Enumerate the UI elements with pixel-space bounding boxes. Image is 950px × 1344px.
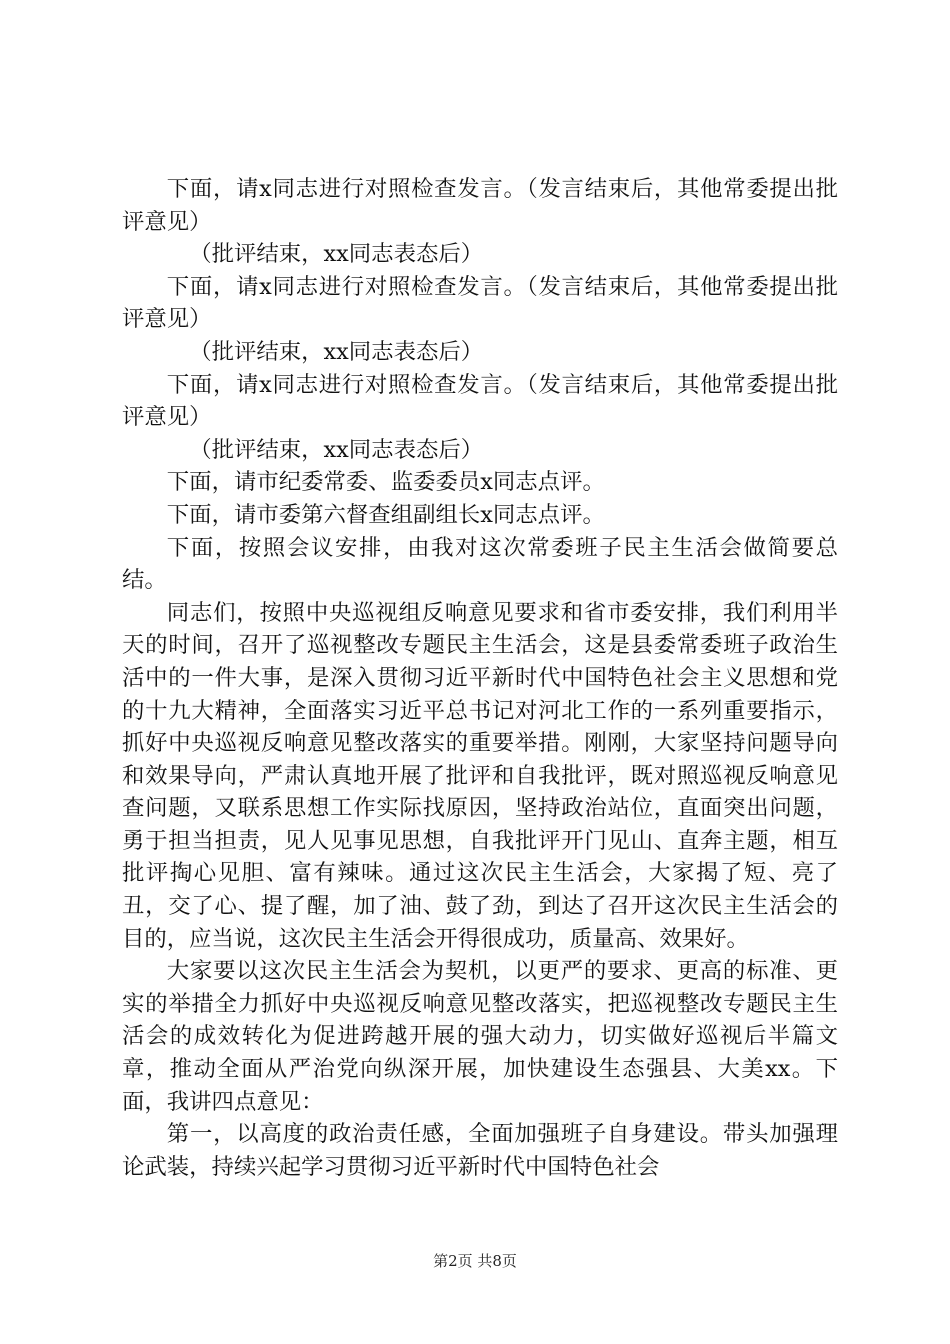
paragraph: 下面，请市纪委常委、监委委员x同志点评。 <box>166 469 605 496</box>
paragraph: 大家要以这次民主生活会为契机，以更严的要求、更高的标准、更实的举措全力抓好中央巡视反响意见整改落实，把巡视整改专题民主生活会的成效转化为促进跨越开展的强大动力，切实做好巡视后半篇文章，推动全面从严治党向纵深开展，加快建设生态强县、大美xx。下面，我讲四点意见： <box>122 958 838 1115</box>
paragraph: 下面，请x同志进行对照检查发言。（发言结束后，其他常委提出批评意见） <box>122 176 838 235</box>
paragraph: （批评结束，xx同志表态后） <box>189 338 484 365</box>
document-body <box>122 173 838 1183</box>
paragraph: 下面，请x同志进行对照检查发言。（发言结束后，其他常委提出批评意见） <box>122 273 838 333</box>
paragraph: （批评结束，xx同志表态后） <box>189 241 484 268</box>
paragraph: 下面，请市委第六督查组副组长x同志点评。 <box>166 501 605 528</box>
paragraph: 下面，请x同志进行对照检查发言。（发言结束后，其他常委提出批评意见） <box>122 371 838 431</box>
page-number-footer: 第2页 共8页 <box>433 1252 517 1270</box>
paragraph: 同志们，按照中央巡视组反响意见要求和省市委安排，我们利用半天的时间，召开了巡视整改专题民主生活会，这是县委常委班子政治生活中的一件大事，是深入贯彻习近平新时代中国特色社会主义思想和党的十九大精神，全面落实习近平总书记对河北工作的一系列重要指示，抓好中央巡视反响意见整改落实的重要举措。刚刚，大家坚持问题导向和效果导向，严肃认真地开展了批评和自我批评，既对照巡视反响意见查问题，又联系思想工作实际找原因，坚持政治站位，直面突出问题，勇于担当担责，见人见事见思想，自我批评开门见山、直奔主题，相互批评掏心见胆、富有辣味。通过这次民主生活会，大家揭了短、亮了丑，交了心、提了醒，加了油、鼓了劲，到达了召开这次民主生活会的目的，应当说，这次民主生活会开得很成功，质量高、效果好。 <box>122 599 838 952</box>
paragraph: （批评结束，xx同志表态后） <box>189 436 484 463</box>
paragraph: 第一，以高度的政治责任感，全面加强班子自身建设。带头加强理论武装，持续兴起学习贯彻习近平新时代中国特色社会 <box>122 1121 838 1180</box>
paragraph: 下面，按照会议安排，由我对这次常委班子民主生活会做简要总结。 <box>122 534 838 594</box>
